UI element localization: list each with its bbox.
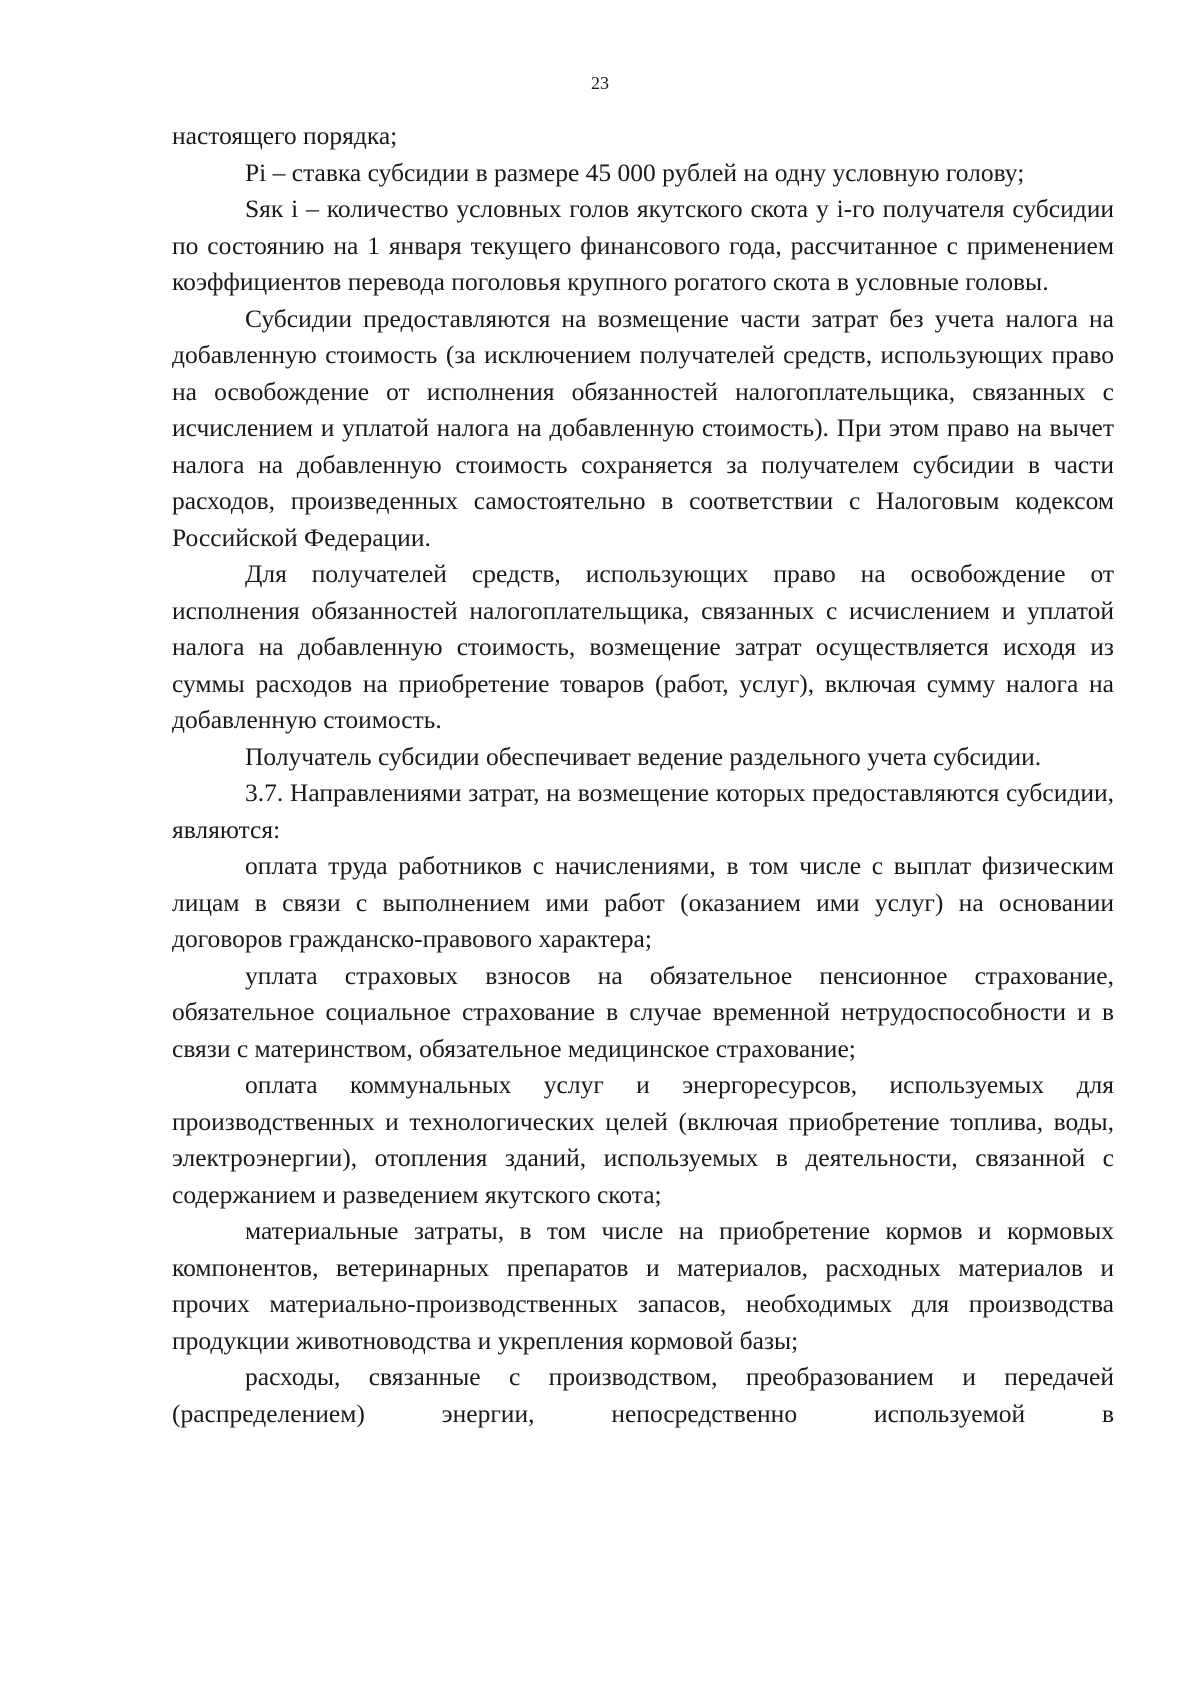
paragraph-separate-accounting: Получатель субсидии обеспечивает ведение раздельного учета субсидии. bbox=[245, 741, 1042, 771]
paragraph-vat-exclusion: Субсидии предоставляются на возмещение части затрат без учета налога на добавленную стоимость (за исключением получателей средств, использующих право на освобождение от исполнения обязанностей налогоплательщика, связанных с исчислением и уплатой налога на добавленную стоимость). При этом право на вычет налога на добавленную стоимость сохраняется за получателем субсидии в части расходов, произведенных самостоятельно в соответствии с Налоговым кодексом Российской Федерации. bbox=[172, 303, 1114, 552]
paragraph-heads-definition: Sяк i – количество условных голов якутского скота у i-го получателя субсидии по состоянию на 1 января текущего финансового года, рассчитанное с применением коэффициентов перевода поголовья крупного рогатого скота в условные головы. bbox=[172, 194, 1114, 296]
page-number: 23 bbox=[591, 73, 609, 93]
list-item-utilities: оплата коммунальных услуг и энергоресурсов, используемых для производственных и технологических целей (включая приобретение топлива, воды, электроэнергии), отопления зданий, используемых в деятельности, связанной с содержанием и разведением якутского скота; bbox=[172, 1070, 1114, 1209]
paragraph-section-3-7: 3.7. Направлениями затрат, на возмещение которых предоставляются субсидии, являются: bbox=[172, 778, 1114, 844]
paragraph-continuation: настоящего порядка; bbox=[172, 121, 398, 150]
paragraph-vat-exempt: Для получателей средств, использующих право на освобождение от исполнения обязанностей налогоплательщика, связанных с исчислением и уплатой налога на добавленную стоимость, возмещение затрат осуществляется исходя из суммы расходов на приобретение товаров (работ, услуг), включая сумму налога на добавленную стоимость. bbox=[172, 559, 1114, 734]
list-item-labor: оплата труда работников с начислениями, в том числе с выплат физическим лицам в связи с выполнением ими работ (оказанием ими услуг) на основании договоров гражданско-правового характера; bbox=[172, 851, 1114, 953]
list-item-insurance: уплата страховых взносов на обязательное пенсионное страхование, обязательное социальное страхование в случае временной нетрудоспособности и в связи с материнством, обязательное медицинское страхование; bbox=[172, 960, 1114, 1063]
paragraph-rate-definition: Pi – ставка субсидии в размере 45 000 рублей на одну условную голову; bbox=[245, 157, 1025, 187]
document-body bbox=[172, 118, 1114, 1432]
list-item-energy: расходы, связанные с производством, преобразованием и передачей (распределением) энергии, непосредственно используемой в bbox=[172, 1362, 1114, 1428]
list-item-materials: материальные затраты, в том числе на приобретение кормов и кормовых компонентов, ветеринарных препаратов и материалов, расходных материалов и прочих материально-производственных запасов, необходимых для производства продукции животноводства и укрепления кормовой базы; bbox=[172, 1216, 1114, 1355]
